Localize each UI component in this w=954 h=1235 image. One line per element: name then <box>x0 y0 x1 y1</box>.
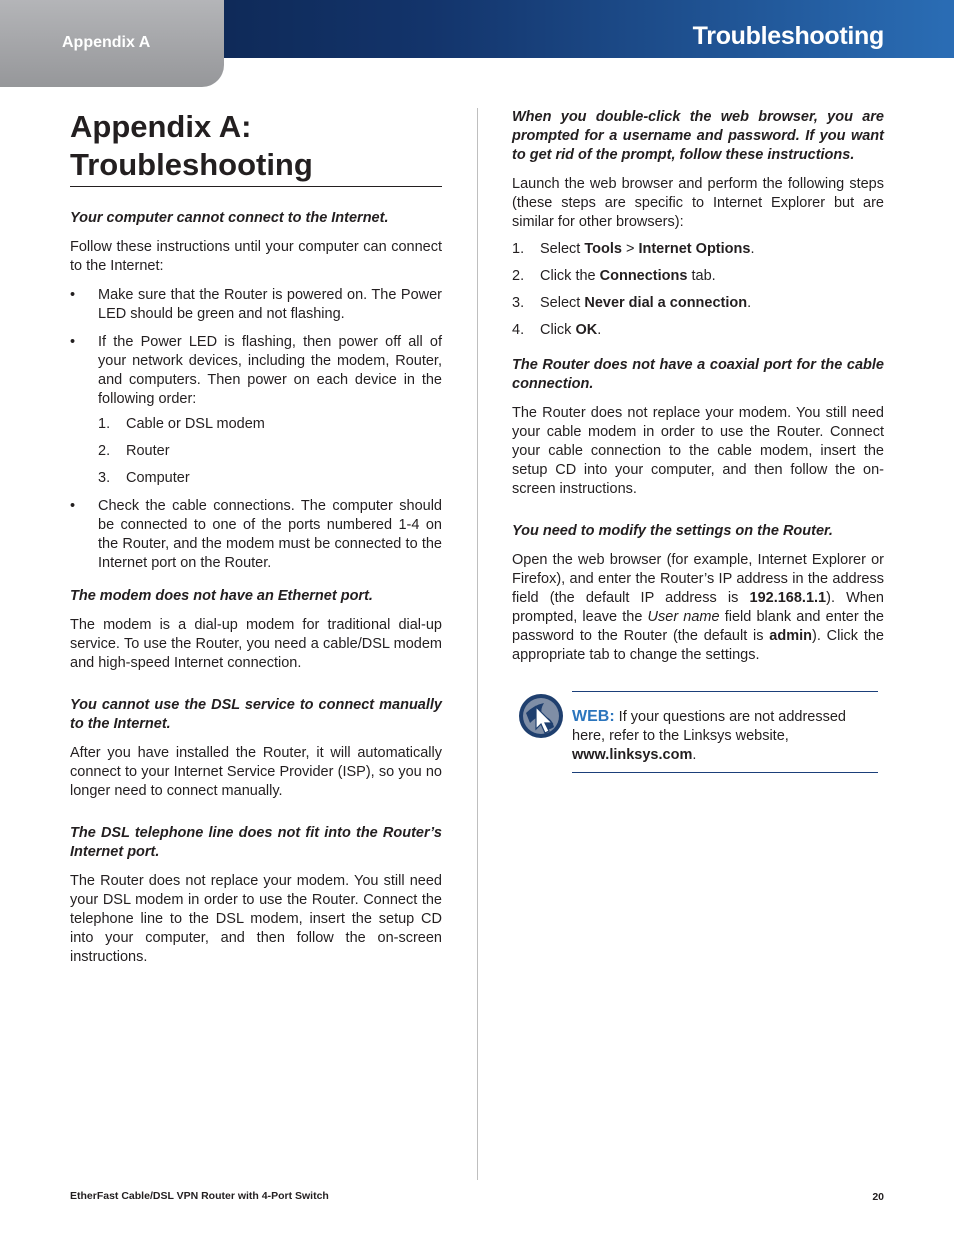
list-number: 1. <box>98 416 111 432</box>
list-number: 1. <box>512 241 525 257</box>
body-text: field blank and enter the password to the Router (the default is <box>512 609 884 644</box>
section-heading: You cannot use the DSL service to connect manually to the Internet. <box>70 697 442 732</box>
web-note-text: If your questions are not addressed here, refer to the Linksys website, <box>572 709 846 744</box>
list-number: 3. <box>512 295 525 311</box>
option-name: Never dial a connection <box>584 295 748 311</box>
step-text: . <box>750 241 755 257</box>
field-name: User name <box>647 609 720 625</box>
section-heading: The Router does not have a coaxial port for the cable connection. <box>512 357 884 392</box>
body-text: Open the web browser (for example, Internet Explorer or Firefox), and enter the Router’s IP address in the address field (the default IP address is <box>512 552 884 606</box>
bullet-icon: • <box>70 498 76 514</box>
web-note <box>518 691 882 763</box>
list-item <box>98 469 442 488</box>
list-number: 4. <box>512 322 525 338</box>
list-item <box>512 267 884 286</box>
globe-cursor-icon <box>518 693 564 739</box>
list-item <box>512 294 884 313</box>
section-body: Follow these instructions until your computer can connect to the Internet: <box>70 239 442 274</box>
linksys-link[interactable]: www.linksys.com <box>572 747 693 763</box>
section-body: The Router does not replace your modem. You still need your DSL modem in order to use the Router. Connect the telephone line to the DSL modem, insert the setup CD into your computer, and then follow the on-screen instructions. <box>70 873 442 965</box>
list-item <box>98 415 442 434</box>
step-text: . <box>597 322 602 338</box>
list-item-text: Check the cable connections. The computer should be connected to one of the ports numbered 1-4 on the Router, and the modem must be connected to the Internet port on the Router. <box>98 498 442 571</box>
column-divider <box>477 108 478 1180</box>
list-item <box>70 333 442 488</box>
web-note-box <box>572 691 878 773</box>
step-text: Select <box>540 241 585 257</box>
list-number: 2. <box>98 443 111 459</box>
list-item <box>512 240 884 259</box>
step-text: Select <box>540 295 585 311</box>
list-item <box>70 497 442 573</box>
list-number: 3. <box>98 470 111 486</box>
step-text: Click <box>540 322 576 338</box>
section-heading: When you double-click the web browser, you are prompted for a username and password. If you want to get rid of the prompt, follow these instructions. <box>512 109 884 163</box>
section-body: The modem is a dial-up modem for traditional dial-up service. To use the Router, you need a cable/DSL modem and high-speed Internet connection. <box>70 617 442 671</box>
tab-name: Connections <box>599 268 688 284</box>
step-text: > <box>621 241 639 257</box>
section-heading: The modem does not have an Ethernet port. <box>70 588 373 604</box>
list-item <box>512 321 884 340</box>
menu-name: Internet Options <box>638 241 751 257</box>
default-password: admin <box>769 628 812 644</box>
list-item <box>70 286 442 324</box>
step-text: Click the <box>540 268 600 284</box>
list-item-text: If the Power LED is flashing, then power off all of your network devices, including the modem, Router, and computers. Then power on each device in the following order: <box>98 334 442 407</box>
button-name: OK <box>575 322 598 338</box>
list-item-text: Router <box>126 443 170 459</box>
body-text: ). When prompted, leave the <box>512 590 884 625</box>
power-order-list <box>98 415 442 488</box>
chapter-tab-label: Appendix A <box>62 34 151 51</box>
menu-name: Tools <box>584 241 622 257</box>
section-heading: The DSL telephone line does not fit into the Router’s Internet port. <box>70 825 442 860</box>
bullet-icon: • <box>70 287 76 303</box>
default-ip: 192.168.1.1 <box>749 590 827 606</box>
section-body: After you have installed the Router, it will automatically connect to your Internet Service Provider (ISP), so you no longer need to connect manually. <box>70 745 442 799</box>
steps-list <box>512 240 884 340</box>
step-text: . <box>747 295 752 311</box>
chapter-tab <box>0 0 224 87</box>
step-text: tab. <box>687 268 716 284</box>
header-title: Troubleshooting <box>692 22 884 50</box>
web-note-text-end: . <box>692 747 697 763</box>
list-item-text: Cable or DSL modem <box>126 416 265 432</box>
footer-product-name: EtherFast Cable/DSL VPN Router with 4-Port Switch <box>70 1190 329 1202</box>
section-body <box>512 551 884 665</box>
list-number: 2. <box>512 268 525 284</box>
bullet-icon: • <box>70 334 76 350</box>
page-title-line1: Appendix A: <box>70 109 252 144</box>
list-item-text: Computer <box>126 470 190 486</box>
right-column <box>512 108 884 665</box>
body-text: ). Click the appropriate tab to change the settings. <box>512 628 884 663</box>
page-number: 20 <box>872 1191 884 1203</box>
web-label: WEB: <box>572 708 615 725</box>
page-title-line2: Troubleshooting <box>70 147 313 182</box>
left-column <box>70 108 442 967</box>
section-body: The Router does not replace your modem. You still need your cable modem in order to use the Router. Connect your cable connection to the cable modem, insert the setup CD into your computer, and then follow the on-screen instructions. <box>512 405 884 497</box>
section-heading: You need to modify the settings on the Router. <box>512 523 833 539</box>
list-item-text: Make sure that the Router is powered on. The Power LED should be green and not flashing. <box>98 287 442 322</box>
page-title <box>70 108 442 187</box>
section-body: Launch the web browser and perform the following steps (these steps are specific to Internet Explorer but are similar for other browsers): <box>512 176 884 230</box>
section-heading: Your computer cannot connect to the Internet. <box>70 210 389 226</box>
list-item <box>98 442 442 461</box>
bullet-list <box>70 286 442 573</box>
